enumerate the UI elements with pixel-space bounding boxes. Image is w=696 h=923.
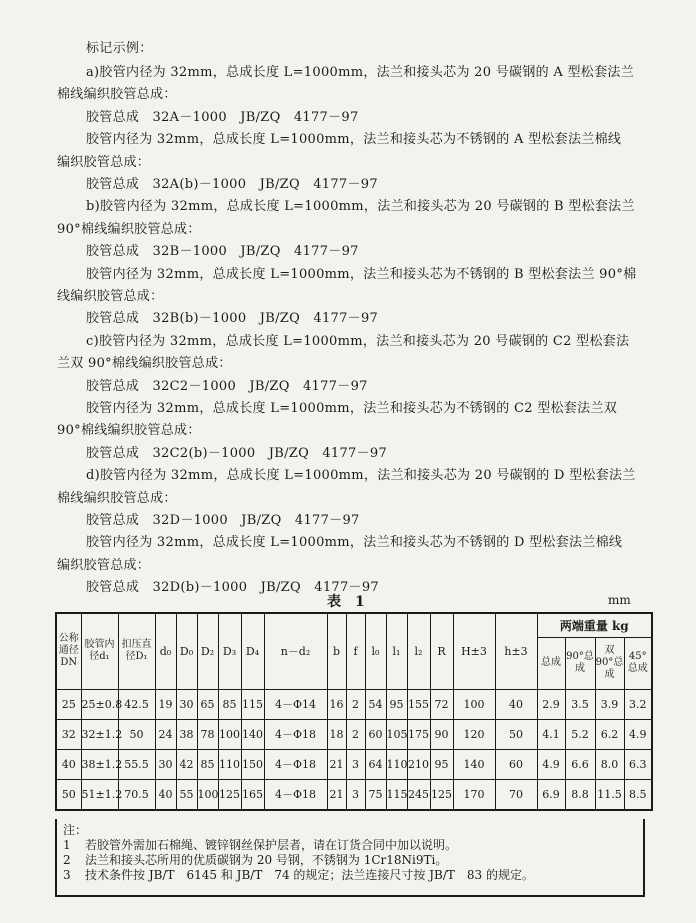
table-cell: 6.6 — [565, 749, 595, 779]
note-text: 技术条件按 JB/T 6145 和 JB/T 74 的规定；法兰连接尺寸按 JB/T 83 的规定。 — [85, 868, 534, 882]
table-title: 表 1 — [327, 594, 365, 610]
table-cell: 120 — [453, 719, 495, 749]
header-f: f — [346, 613, 365, 689]
header-l0: l₀ — [365, 613, 386, 689]
table-cell: 150 — [241, 749, 264, 779]
note-item — [63, 853, 643, 868]
table-cell: 16 — [327, 689, 346, 719]
table-cell: 38 — [176, 719, 197, 749]
table-cell: 24 — [155, 719, 176, 749]
table-cell: 72 — [430, 689, 453, 719]
text-line: 棉线编织胶管总成： — [57, 490, 177, 506]
table-cell: 4－Φ14 — [264, 689, 327, 719]
table-cell: 4.1 — [537, 719, 565, 749]
header-d0: d₀ — [155, 613, 176, 689]
table-cell: 210 — [407, 749, 430, 779]
text-line: 胶管内径为 32mm，总成长度 L=1000mm，法兰和接头芯为不锈钢的 A 型松套法兰棉线 — [86, 132, 622, 148]
table-cell: 100 — [453, 689, 495, 719]
table-cell: 6.2 — [595, 719, 624, 749]
table-cell: 8.5 — [624, 779, 652, 810]
text-line: 胶管总成 32C2－1000 JB/ZQ 4177－97 — [86, 378, 368, 394]
table-cell: 140 — [241, 719, 264, 749]
table-cell: 2.9 — [537, 689, 565, 719]
table-cell: 105 — [386, 719, 407, 749]
table-cell: 3.2 — [624, 689, 652, 719]
table-cell: 8.0 — [595, 749, 624, 779]
table-cell: 64 — [365, 749, 386, 779]
table-cell: 25±0.8 — [81, 689, 118, 719]
text-line: 兰双 90°棉线编织胶管总成： — [57, 356, 232, 372]
table-cell: 100 — [218, 719, 241, 749]
table-cell: 165 — [241, 779, 264, 810]
table-cell: 42 — [176, 749, 197, 779]
note-number: 1 — [63, 838, 71, 852]
table-cell: 90 — [430, 719, 453, 749]
text-line: 胶管内径为 32mm，总成长度 L=1000mm，法兰和接头芯为不锈钢的 D 型松套法兰棉线 — [86, 535, 623, 551]
table-cell: 50 — [118, 719, 155, 749]
table-cell: 8.8 — [565, 779, 595, 810]
text-line: d)胶管内径为 32mm，总成长度 L=1000mm，法兰和接头芯为 20 号碳钢的 D 型松套法兰 — [86, 468, 636, 484]
text-line: c)胶管内径为 32mm，总成长度 L=1000mm，法兰和接头芯为 20 号碳钢的 C2 型松套法 — [86, 333, 630, 349]
header-w-dbl90: 双 90°总成 — [595, 637, 624, 689]
table-cell: 60 — [495, 749, 537, 779]
table-cell: 38±1.2 — [81, 749, 118, 779]
table-notes — [55, 819, 645, 897]
table-cell: 5.2 — [565, 719, 595, 749]
text-line: 胶管内径为 32mm，总成长度 L=1000mm，法兰和接头芯为不锈钢的 B 型松套法兰 90°棉 — [86, 266, 637, 282]
table-cell: 50 — [56, 779, 81, 810]
table-cell: 50 — [495, 719, 537, 749]
notes-title: 注： — [63, 823, 88, 837]
table-cell: 21 — [327, 749, 346, 779]
table-cell: 78 — [197, 719, 218, 749]
example-heading: 标记示例： — [86, 41, 153, 56]
table-cell: 125 — [430, 779, 453, 810]
table-cell: 3 — [346, 779, 365, 810]
table-cell: 65 — [197, 689, 218, 719]
text-line: 胶管总成 32D－1000 JB/ZQ 4177－97 — [86, 513, 360, 528]
note-number: 2 — [63, 853, 71, 867]
header-l2: l₂ — [407, 613, 430, 689]
table-cell: 85 — [218, 689, 241, 719]
table-cell: 4－Φ18 — [264, 779, 327, 810]
table-cell: 175 — [407, 719, 430, 749]
text-line: 胶管总成 32B(b)－1000 JB/ZQ 4177－97 — [86, 311, 379, 327]
table-cell: 18 — [327, 719, 346, 749]
table-cell: 170 — [453, 779, 495, 810]
text-line: 线编织胶管总成： — [57, 289, 164, 304]
note-item — [63, 838, 643, 853]
header-D2: D₂ — [197, 613, 218, 689]
table-row — [56, 749, 652, 779]
table-cell: 2 — [346, 689, 365, 719]
table-cell: 51±1.2 — [81, 779, 118, 810]
table-cell: 54 — [365, 689, 386, 719]
text-line: 胶管内径为 32mm，总成长度 L=1000mm，法兰和接头芯为不锈钢的 C2 型松套法兰双 — [86, 401, 618, 416]
text-line: b)胶管内径为 32mm，总成长度 L=1000mm，法兰和接头芯为 20 号碳钢的 B 型松套法兰 — [86, 199, 635, 215]
table-cell: 4.9 — [624, 719, 652, 749]
table-cell: 100 — [197, 779, 218, 810]
table-row — [56, 779, 652, 810]
header-R: R — [430, 613, 453, 689]
text-line: 胶管总成 32C2(b)－1000 JB/ZQ 4177－97 — [86, 445, 388, 461]
table-cell: 55 — [176, 779, 197, 810]
table-cell: 70 — [495, 779, 537, 810]
table-row — [56, 719, 652, 749]
table-cell: 32±1.2 — [81, 719, 118, 749]
header-dn: 公称通径DN — [56, 613, 81, 689]
text-line: 胶管总成 32B－1000 JB/ZQ 4177－97 — [86, 244, 359, 260]
table-cell: 4－Φ18 — [264, 749, 327, 779]
header-weight-group: 两端重量 kg — [537, 613, 652, 637]
header-b: b — [327, 613, 346, 689]
header-w-total: 总成 — [537, 637, 565, 689]
table-cell: 155 — [407, 689, 430, 719]
table-cell: 21 — [327, 779, 346, 810]
table-cell: 25 — [56, 689, 81, 719]
note-number: 3 — [63, 868, 71, 882]
header-h: h±3 — [495, 613, 537, 689]
text-line: 棉线编织胶管总成： — [57, 87, 177, 103]
text-line: a)胶管内径为 32mm，总成长度 L=1000mm，法兰和接头芯为 20 号碳钢的 A 型松套法兰 — [86, 65, 635, 80]
table-cell: 245 — [407, 779, 430, 810]
table-cell: 75 — [365, 779, 386, 810]
text-line: 编织胶管总成： — [57, 557, 151, 573]
table-cell: 42.5 — [118, 689, 155, 719]
table-cell: 32 — [56, 719, 81, 749]
header-D1: 扣压直径D₁ — [118, 613, 155, 689]
text-line: 胶管总成 32A－1000 JB/ZQ 4177－97 — [86, 109, 359, 125]
header-nd2: n－d₂ — [264, 613, 327, 689]
table-cell: 11.5 — [595, 779, 624, 810]
table-cell: 40 — [56, 749, 81, 779]
text-line: 90°棉线编织胶管总成： — [57, 221, 201, 237]
table-cell: 30 — [176, 689, 197, 719]
note-text: 若胶管外需加石棉绳、镀锌钢丝保护层者，请在订货合同中加以说明。 — [85, 838, 458, 852]
table-cell: 55.5 — [118, 749, 155, 779]
table-cell: 3.9 — [595, 689, 624, 719]
table-cell: 60 — [365, 719, 386, 749]
table-cell: 115 — [241, 689, 264, 719]
table-cell: 110 — [218, 749, 241, 779]
table-cell: 140 — [453, 749, 495, 779]
table-cell: 70.5 — [118, 779, 155, 810]
table-cell: 40 — [495, 689, 537, 719]
note-text: 法兰和接头芯所用的优质碳钢为 20 号钢，不锈钢为 1Cr18Ni9Ti。 — [85, 853, 448, 867]
header-D0: D₀ — [176, 613, 197, 689]
header-l1: l₁ — [386, 613, 407, 689]
header-d1: 胶管内径d₁ — [81, 613, 118, 689]
header-D4: D₄ — [241, 613, 264, 689]
header-D3: D₃ — [218, 613, 241, 689]
table-cell: 2 — [346, 719, 365, 749]
header-w-90: 90°总成 — [565, 637, 595, 689]
table-unit: mm — [608, 593, 631, 607]
spec-table — [55, 612, 653, 811]
table-cell: 110 — [386, 749, 407, 779]
table-cell: 3.5 — [565, 689, 595, 719]
text-line: 胶管总成 32D(b)－1000 JB/ZQ 4177－97 — [86, 580, 379, 596]
text-line: 90°棉线编织胶管总成： — [57, 423, 201, 439]
table-cell: 6.9 — [537, 779, 565, 810]
text-line: 编织胶管总成： — [57, 154, 151, 170]
table-cell: 115 — [386, 779, 407, 810]
table-cell: 95 — [430, 749, 453, 779]
header-H: H±3 — [453, 613, 495, 689]
table-cell: 4.9 — [537, 749, 565, 779]
table-cell: 19 — [155, 689, 176, 719]
table-cell: 4－Φ18 — [264, 719, 327, 749]
table-cell: 6.3 — [624, 749, 652, 779]
table-row — [56, 689, 652, 719]
table-cell: 85 — [197, 749, 218, 779]
table-cell: 30 — [155, 749, 176, 779]
text-line: 胶管总成 32A(b)－1000 JB/ZQ 4177－97 — [86, 177, 378, 192]
table-cell: 3 — [346, 749, 365, 779]
header-w-45: 45°总成 — [624, 637, 652, 689]
table-cell: 40 — [155, 779, 176, 810]
table-cell: 125 — [218, 779, 241, 810]
table-cell: 95 — [386, 689, 407, 719]
note-item — [63, 868, 643, 883]
